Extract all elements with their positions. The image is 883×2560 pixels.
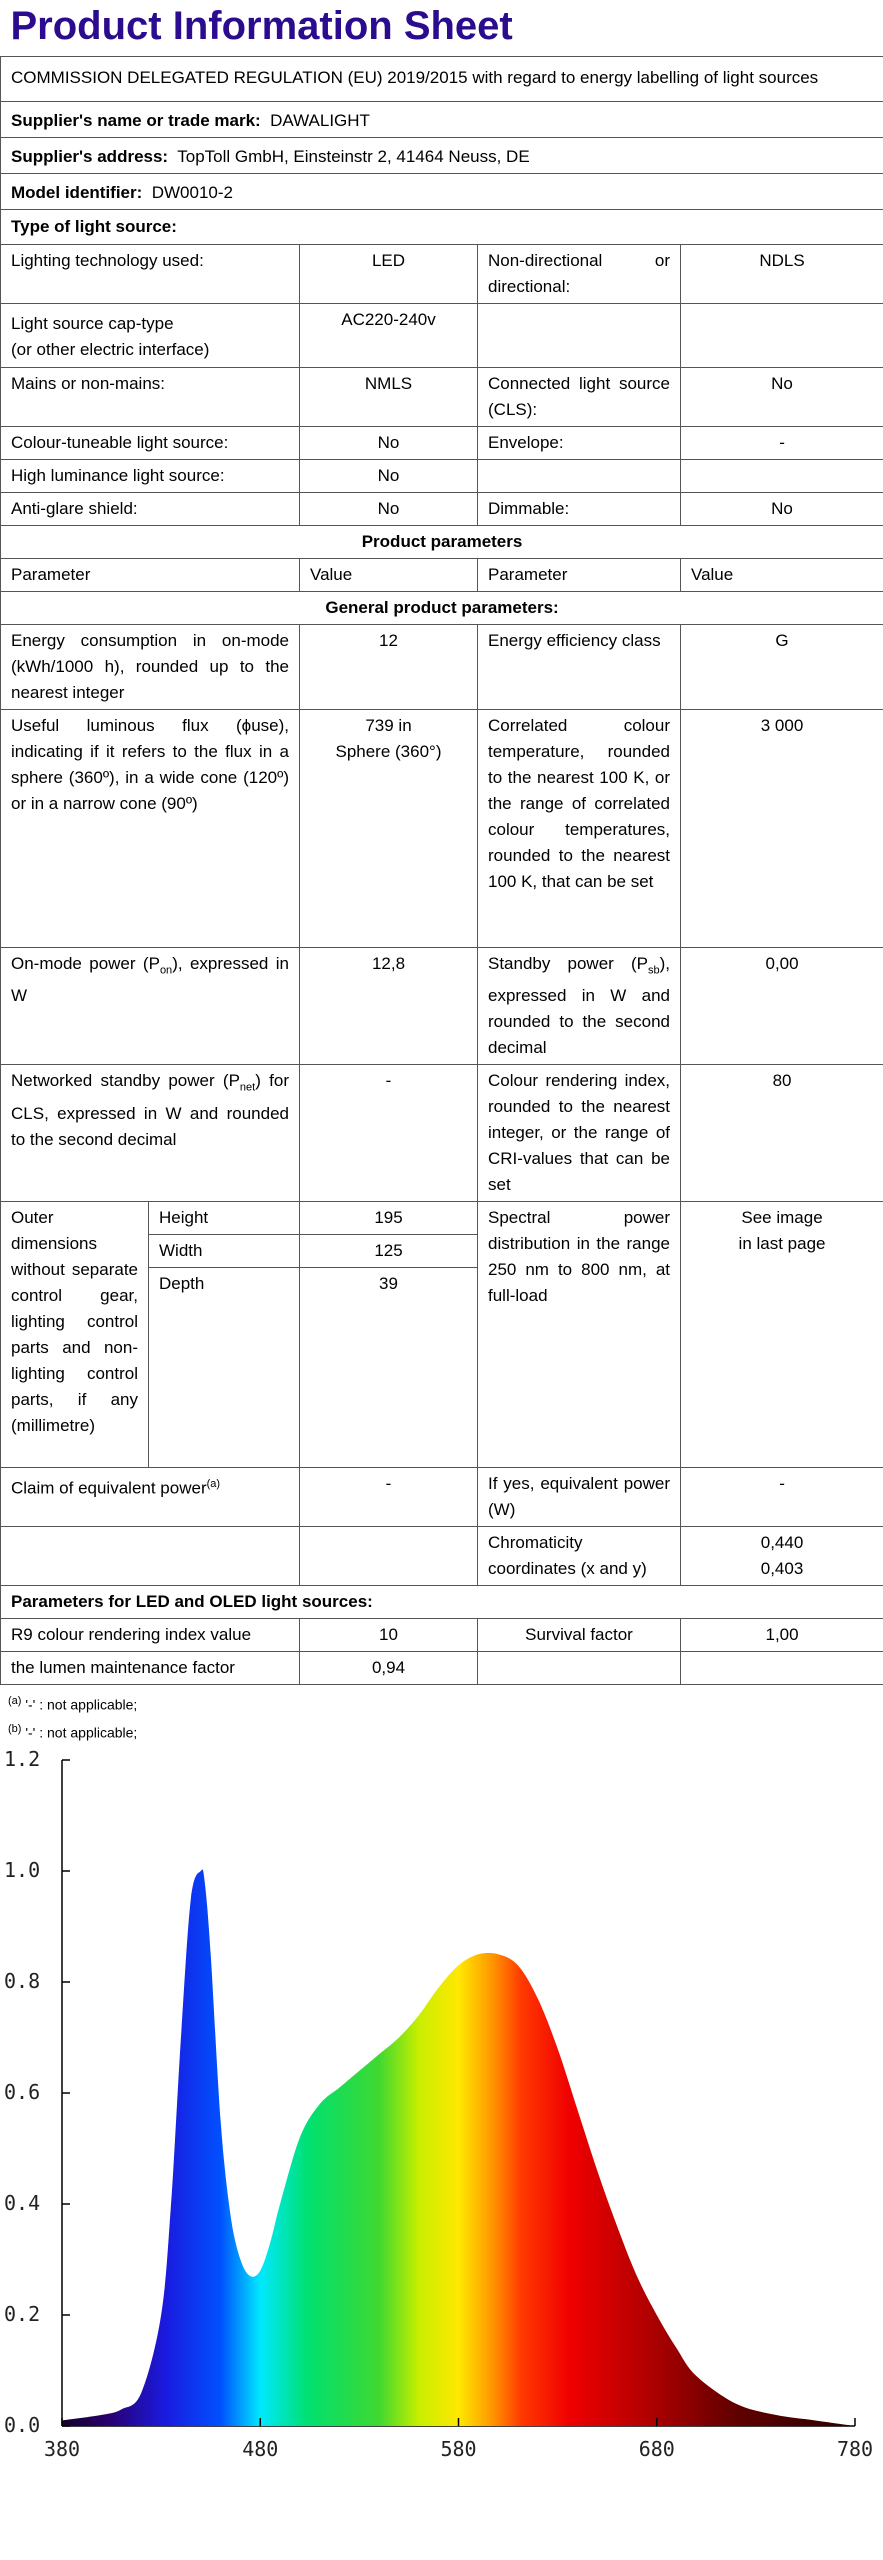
- spd-label: Spectral power distribution in the range 250 nm to 800 nm, at full-load: [478, 1202, 681, 1468]
- y-tick-label: 0.6: [4, 2080, 41, 2104]
- y-tick-label: 1.2: [4, 1747, 41, 1771]
- luminous-flux-value-line2: Sphere (360°): [335, 742, 442, 761]
- equivalent-power-label: If yes, equivalent power (W): [478, 1468, 681, 1527]
- x-tick-label: 380: [43, 2437, 81, 2461]
- mains-label: Mains or non-mains:: [1, 368, 300, 427]
- supplier-name-label: Supplier's name or trade mark:: [11, 111, 261, 130]
- col-header-value-2: Value: [681, 559, 883, 592]
- tuneable-label: Colour-tuneable light source:: [1, 427, 300, 460]
- y-tick-label: 0.0: [4, 2413, 41, 2437]
- cap-type-label-line1: Light source cap-type: [11, 314, 174, 333]
- x-tick-label: 580: [440, 2437, 477, 2461]
- cri-label: Colour rendering index, rounded to the nearest integer, or the range of CRI-values that can be set: [478, 1065, 681, 1202]
- standby-power-label: Standby power $(P_{sb})$, expressed in W and rounded to the second decimal: [478, 948, 681, 1065]
- page-title: Product Information Sheet: [10, 4, 513, 48]
- spd-value-line1: See image: [741, 1208, 823, 1228]
- cap-type-value: AC220-240v: [300, 304, 478, 368]
- spectrum-area: [62, 1870, 855, 2426]
- luminous-flux-value-line1: 739 in: [365, 716, 412, 735]
- general-parameters-heading: General product parameters:: [1, 592, 883, 625]
- outer-dimensions-label: Outer dimensions without separate control gear, lighting control parts and non-lighting control parts, if any (millimetre): [1, 1202, 149, 1468]
- energy-consumption-value: 12: [300, 625, 478, 710]
- supplier-address-value: TopToll GmbH, Einsteinstr 2, 41464 Neuss, DE: [177, 147, 530, 166]
- supplier-name-row: [1, 102, 883, 138]
- type-heading: Type of light source:: [1, 210, 883, 245]
- dimmable-label: Dimmable:: [478, 493, 681, 526]
- antiglare-label: Anti-glare shield:: [1, 493, 300, 526]
- footnotes: [0, 1689, 883, 1744]
- energy-consumption-label: Energy consumption in on-mode (kWh/1000 h), rounded up to the nearest integer: [1, 625, 300, 710]
- x-tick-label: 680: [638, 2437, 675, 2461]
- product-parameters-heading: Product parameters: [1, 526, 883, 559]
- footnote-a: $^{(a)}$ '-' : not applicable;: [8, 1695, 138, 1714]
- claim-equivalent-value: -: [300, 1468, 478, 1527]
- cri-value: 80: [681, 1065, 883, 1202]
- depth-value: 39: [300, 1268, 478, 1468]
- standby-power-value: 0,00: [681, 948, 883, 1065]
- supplier-address-row: [1, 138, 883, 174]
- model-identifier-value: DW0010-2: [151, 183, 233, 202]
- on-mode-power-label: On-mode power $(P_{on})$, expressed in W: [1, 948, 300, 1065]
- cap-type-label: [1, 304, 300, 368]
- spd-value: [681, 1202, 883, 1468]
- col-header-parameter-2: Parameter: [478, 559, 681, 592]
- y-tick-label: 0.4: [4, 2191, 41, 2215]
- height-value: 195: [300, 1202, 478, 1235]
- height-label: Height: [149, 1202, 300, 1235]
- tech-value: LED: [300, 245, 478, 304]
- cap-type-empty-a: [478, 304, 681, 368]
- x-tick-label: 480: [242, 2437, 279, 2461]
- lumen-maintenance-value: 0,94: [300, 1652, 478, 1685]
- envelope-value: -: [681, 427, 883, 460]
- lumen-maintenance-empty-b: [681, 1652, 883, 1685]
- supplier-name-value: DAWALIGHT: [270, 111, 370, 130]
- on-mode-power-value: 12,8: [300, 948, 478, 1065]
- cls-value: No: [681, 368, 883, 427]
- depth-label: Depth: [149, 1268, 300, 1468]
- high-luminance-value: No: [300, 460, 478, 493]
- luminous-flux-value: [300, 710, 478, 948]
- chromaticity-label: Chromaticity coordinates (x and y): [478, 1527, 681, 1586]
- networked-standby-label: Networked standby power $(P_{net})$ for CLS, expressed in W and rounded to the second decimal: [1, 1065, 300, 1202]
- chromaticity-x: 0,440: [760, 1533, 804, 1553]
- cap-type-label-line2: (or other electric interface): [11, 340, 210, 359]
- equivalent-power-value: -: [681, 1468, 883, 1527]
- claim-equivalent-label: Claim of equivalent power$^{(a)}$: [1, 1468, 300, 1527]
- y-tick-label: 0.8: [4, 1969, 41, 1993]
- led-parameters-heading: Parameters for LED and OLED light sources:: [1, 1586, 883, 1619]
- y-tick-label: 1.0: [4, 1858, 41, 1882]
- spectral-power-chart: [0, 1740, 883, 2485]
- r9-value: 10: [300, 1619, 478, 1652]
- cct-value: 3 000: [681, 710, 883, 948]
- x-tick-label: 780: [836, 2437, 874, 2461]
- model-identifier-row: [1, 174, 883, 210]
- envelope-label: Envelope:: [478, 427, 681, 460]
- regulation-subtitle: COMMISSION DELEGATED REGULATION (EU) 2019/2015 with regard to energy labelling of light sources: [1, 57, 883, 102]
- cap-type-empty-b: [681, 304, 883, 368]
- high-luminance-label: High luminance light source:: [1, 460, 300, 493]
- r9-label: R9 colour rendering index value: [1, 1619, 300, 1652]
- networked-standby-value: -: [300, 1065, 478, 1202]
- chromaticity-y: 0,403: [760, 1559, 804, 1579]
- col-header-parameter-1: Parameter: [1, 559, 300, 592]
- lumen-maintenance-empty-a: [478, 1652, 681, 1685]
- survival-factor-label: Survival factor: [478, 1619, 681, 1652]
- lumen-maintenance-label: the lumen maintenance factor: [1, 1652, 300, 1685]
- tech-label: Lighting technology used:: [1, 245, 300, 304]
- directional-label: Non-directional or directional:: [478, 245, 681, 304]
- model-identifier-label: Model identifier:: [11, 183, 143, 202]
- directional-value: NDLS: [681, 245, 883, 304]
- cct-label: Correlated colour temperature, rounded to the nearest 100 K, or the range of correlated colour temperatures, rounded to the nearest 100 K, that can be set: [478, 710, 681, 948]
- y-tick-label: 0.2: [4, 2302, 41, 2326]
- chromaticity-value: [681, 1527, 883, 1586]
- mains-value: NMLS: [300, 368, 478, 427]
- chromaticity-empty-b: [300, 1527, 478, 1586]
- efficiency-class-value: G: [681, 625, 883, 710]
- luminous-flux-label: Useful luminous flux (ϕuse), indicating if it refers to the flux in a sphere (360º), in a wide cone (120º) or in a narrow cone (90º): [1, 710, 300, 948]
- spd-value-line2: in last page: [738, 1234, 826, 1254]
- chromaticity-empty-a: [1, 1527, 300, 1586]
- width-value: 125: [300, 1235, 478, 1268]
- footnote-b: $^{(b)}$ '-' : not applicable;: [8, 1723, 138, 1741]
- tuneable-value: No: [300, 427, 478, 460]
- width-label: Width: [149, 1235, 300, 1268]
- col-header-value-1: Value: [300, 559, 478, 592]
- supplier-address-label: Supplier's address:: [11, 147, 169, 166]
- dimmable-value: No: [681, 493, 883, 526]
- antiglare-value: No: [300, 493, 478, 526]
- cls-label: Connected light source (CLS):: [478, 368, 681, 427]
- survival-factor-value: 1,00: [681, 1619, 883, 1652]
- efficiency-class-label: Energy efficiency class: [478, 625, 681, 710]
- high-luminance-empty-a: [478, 460, 681, 493]
- high-luminance-empty-b: [681, 460, 883, 493]
